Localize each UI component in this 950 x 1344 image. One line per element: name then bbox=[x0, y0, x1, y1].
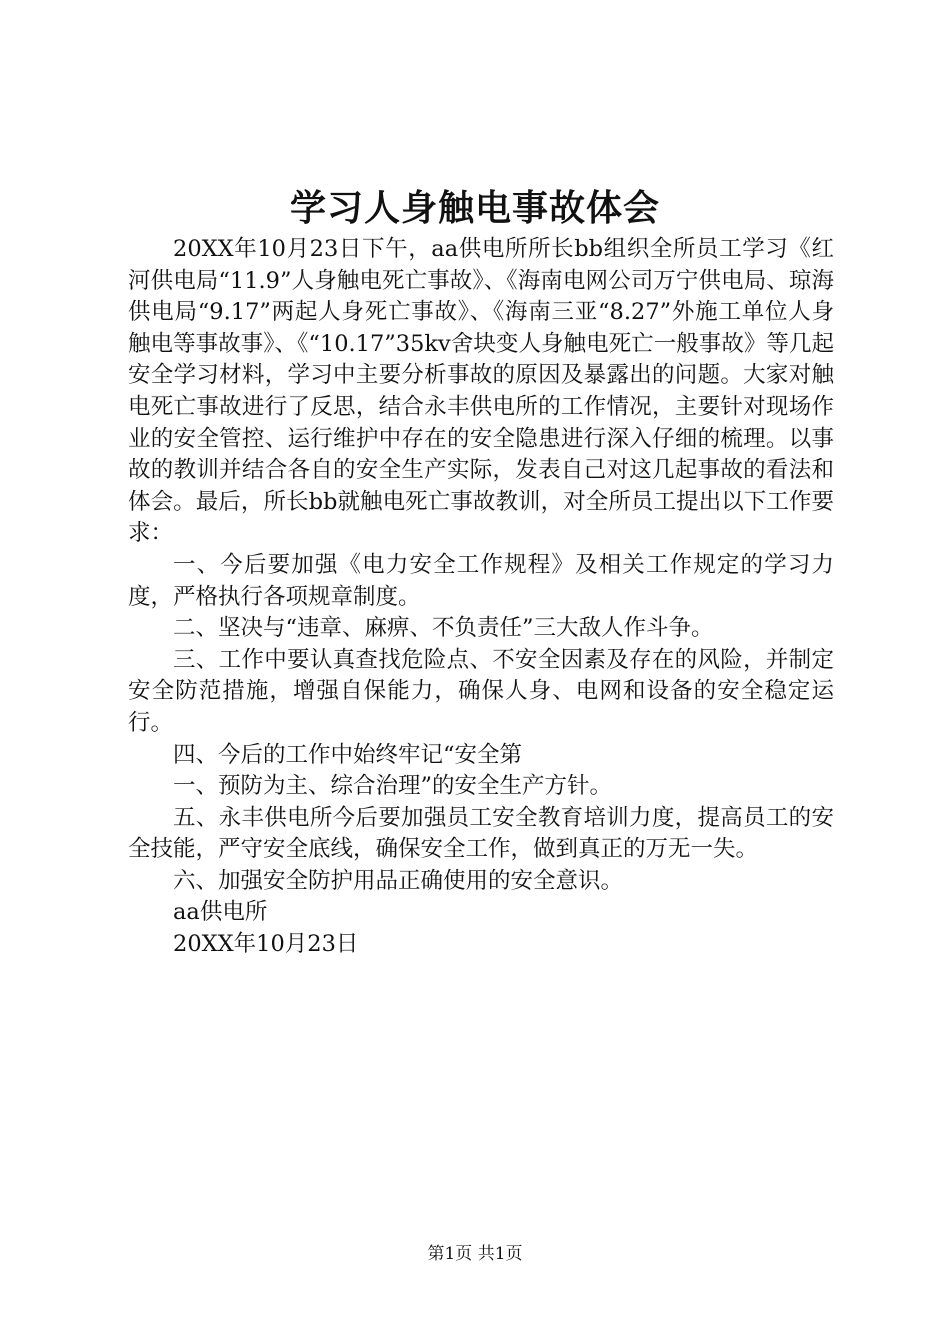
paragraph-requirement-4-continued: 一、预防为主、综合治理”的安全生产方针。 bbox=[173, 773, 613, 800]
paragraph-requirement-6: 六、加强安全防护用品正确使用的安全意识。 bbox=[173, 867, 624, 894]
document-title: 学习人身触电事故体会 bbox=[289, 188, 660, 229]
paragraph-intro: 20XX年10月23日下午，aa供电所所长bb组织全所员工学习《红河供电局“11.9”人身触电死亡事故》、《海南电网公司万宁供电局、琼海供电局“9.17”两起人身死亡事故》、《海南三亚“8.27”外施工单位人身触电等事故事》、《“10.17”35kv舍块变人身触电死亡一般事故》等几起安全学习材料，学习中主要分析事故的原因及暴露出的问题。大家对触电死亡事故进行了反思，结合永丰供电所的工作情况，主要针对现场作业的安全管控、运行维护中存在的安全隐患进行深入仔细的梳理。以事故的教训并结合各自的安全生产实际，发表自己对这几起事故的看法和体会。最后，所长bb就触电死亡事故教训，对全所员工提出以下工作要求： bbox=[128, 236, 834, 547]
paragraph-requirement-3: 三、工作中要认真查找危险点、不安全因素及存在的风险，并制定安全防范措施，增强自保能力，确保人身、电网和设备的安全稳定运行。 bbox=[128, 646, 834, 736]
signature-date: 20XX年10月23日 bbox=[173, 931, 359, 958]
paragraph-requirement-2: 二、坚决与“违章、麻痹、不负责任”三大敌人作斗争。 bbox=[173, 615, 714, 642]
document-body bbox=[128, 234, 834, 961]
paragraph-requirement-1: 一、今后要加强《电力安全工作规程》及相关工作规定的学习力度，严格执行各项规章制度。 bbox=[128, 551, 834, 610]
paragraph-requirement-5: 五、永丰供电所今后要加强员工安全教育培训力度，提高员工的安全技能，严守安全底线，确保安全工作，做到真正的万无一失。 bbox=[128, 804, 834, 863]
signature-organization: aa供电所 bbox=[173, 899, 268, 926]
paragraph-requirement-4: 四、今后的工作中始终牢记“安全第 bbox=[173, 741, 523, 768]
page-footer: 第1页 共1页 bbox=[427, 1244, 523, 1264]
